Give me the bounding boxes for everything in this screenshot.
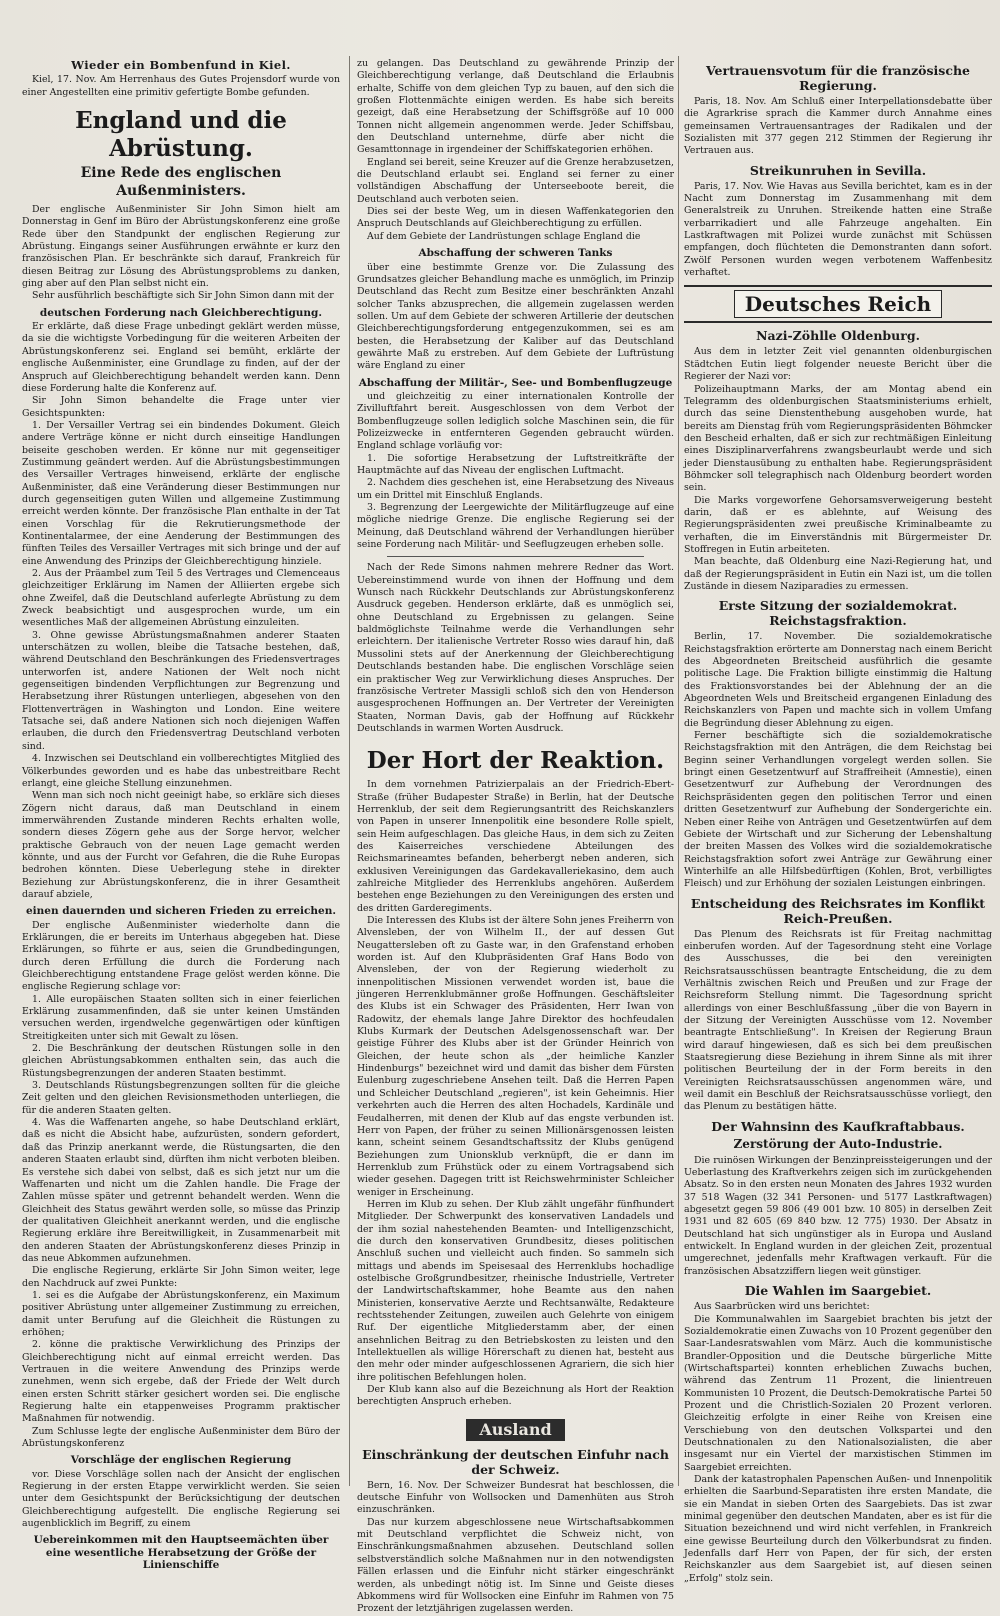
headline-einfuhr-schweiz: Einschränkung der deutschen Einfuhr nach der Schweiz. xyxy=(362,1446,669,1477)
article-text: Der Klub kann also auf die Bezeichnung als Hort der Reaktion berechtigten Anspruch erheben. xyxy=(357,1384,674,1408)
article-text: Aus dem in letzter Zeit viel genannten oldenburgischen Städtchen Eutin liegt folgender neueste Bericht über die Regierer der Nazi vor: xyxy=(684,346,992,383)
article-text: und gleichzeitig zu einer internationalen Kontrolle der Zivilluftfahrt bereit. Ausgeschlossen von dem Verbot der Bombenflugzeuge sollen lediglich solche Maschinen sein, die für Polizeizwecke in entfernteren Gegenden gebraucht würden. England schlage vorläufig vor: xyxy=(357,390,674,452)
article-text: 1. Der Versailler Vertrag sei ein bindendes Dokument. Gleich andere Verträge könne er nicht durch einseitige Handlungen beiseite geschoben werden. Er könne nur mit gegenseitiger Zustimmung geändert werden. Auf die Abrüstungsbestimmungen des Versailler Vertrages hinweisend, erklärte der englische Außenminister, daß eine Veränderung dieser Bestimmungen nur durch gegenseitigen guten Willen und allgemeine Zustimmung erreicht werden könnte. Der französische Plan enthalte in der Tat einen Vorschlag für die Rekrutierungsmethode der Kontinentalarmee, der eine Aenderung der Bestimmungen des fünften Teiles des Versailler Vertrages mit sich bringe und der auf eine Anwendung des Prinzips der Gleichberechtigung hinziele. xyxy=(22,419,340,567)
article-text: Auf dem Gebiete der Landrüstungen schlage England die xyxy=(367,230,641,242)
deutsches-reich-label: Deutsches Reich xyxy=(734,290,942,318)
section-banner-deutsches-reich xyxy=(684,285,992,323)
article-text: Der englische Außenminister Sir John Simon hielt am Donnerstag in Genf im Büro der Abrüstungskonferenz eine große Rede über den Standpunkt der englischen Regierung zur Abrüstung. Eingangs seiner Ausführungen erwähnte er kurz den französischen Plan. Er beschränkte sich darauf, Frankreich für diesen Beitrag zur Lösung des Abrüstungsproblems zu danken, ging aber auf den Plan selbst nicht ein. xyxy=(22,204,340,290)
article-text: Die Marks vorgeworfene Gehorsamsverweigerung besteht darin, daß er es ablehnte, auf Weisung des Regierungspräsidenten zwei preußische Kriminalbeamte zu verhaften, die im Einverständnis mit Bürgermeister Dr. Stoffregen in Eutin arbeiteten. xyxy=(684,494,992,555)
article-text: 3. Deutschlands Rüstungsbegrenzungen sollten für die gleiche Zeit gelten und den gleichen Revisionsmethoden unterliegen, die für die anderen Staaten gelten. xyxy=(22,1080,340,1116)
section-banner-ausland xyxy=(357,1419,674,1441)
article-text: über eine bestimmte Grenze vor. Die Zulassung des Grundsatzes gleicher Behandlung mache es unmöglich, im Prinzip Deutschland das Recht zum Besitze einer beschränkten Anzahl solcher Tanks abzusprechen, die allgemein zugelassen werden sollen. Um auf dem Gebiete der schweren Artillerie der deutschen Gleichberechtigungsforderung entgegenzukommen, sei es am besten, die Herabsetzung der Kaliber auf das Deutschland gewährte Maß zu erstreben. Auf dem Gebiete der Luftrüstung wäre England zu einer xyxy=(357,261,674,372)
subheadline-auto-industrie: Zerstörung der Auto-Industrie. xyxy=(733,1136,943,1151)
article-text: Bern, 16. Nov. Der Schweizer Bundesrat hat beschlossen, die deutsche Einfuhr von Wollsocken und Damenhüten aus Stroh einzuschränken. xyxy=(357,1479,674,1516)
section-heading: einen dauernden und sicheren Frieden zu erreichen. xyxy=(25,905,337,918)
article-text: Das Plenum des Reichsrats ist für Freitag nachmittag einberufen worden. Auf der Tagesordnung steht eine Vorlage des Ausschusses, die bei den vereinigten Reichsratsausschüssen beantragte Entscheidung, die zu dem Verhältnis zwischen Reich und Preußen und zur Frage der Reichsreform Stellung nimmt. Die Tagesordnung spricht allerdings von einer Beschlußfassung „über die von Bayern in der Sitzung der Vereinigten Ausschüsse vom 12. November beantragte Entschließung". In Kreisen der Regierung Braun wird darauf hingewiesen, daß es sich bei dem preußischen Staatsregierung diese Beziehung in ihrem Sinne als mit ihrer politischen Beurteilung der in der Form bereits in den Vereinigten Reichsratsausschüssen angenommen wäre, und weil damit ein Beschluß der Reichsratsausschüsse vorliegt, den das Plenum zu bestätigen hätte. xyxy=(684,928,992,1113)
article-text: zu gelangen. Das Deutschland zu gewährende Prinzip der Gleichberechtigung verlange, daß Deutschland die Erlaubnis erhalte, Schiffe von dem gleichen Typ zu bauen, auf den sich die großen Flottenmächte einigen werden. Es habe sich bereits gezeigt, daß eine Herabsetzung der Schiffsgröße auf 10 000 Tonnen nicht allgemein angenommen werde. Jeder Schiffsbau, den Deutschland unternehme, dürfe aber nicht die Gesamttonnage in irgendeiner der Schiffskategorien erhöhen. xyxy=(357,58,674,156)
headline-hort-der-reaktion: Der Hort der Reaktion. xyxy=(366,747,665,775)
article-text: Das nur kurzem abgeschlossene neue Wirtschaftsabkommen mit Deutschland verpflichtet die Schweiz nicht, von Einschränkungsmaßnahmen abzusehen. Deutschland sollen selbstverständlich solche Maßnahmen nur in den notwendigsten Fällen erlassen und die Einfuhr nicht stärker eingeschränkt werden, als unbedingt nötig ist. Im Sinne und Geiste dieses Abkommens wird für Wollsocken eine Einfuhr im Rahmen von 75 Prozent der letztjährigen zugelassen werden. xyxy=(357,1516,674,1615)
article-text: 1. Die sofortige Herabsetzung der Luftstreitkräfte der Hauptmächte auf das Niveau der englischen Luftmacht. xyxy=(357,452,674,476)
article-text: 4. Was die Waffenarten angehe, so habe Deutschland erklärt, daß es nicht die Absicht habe, aufzurüsten, sondern gefordert, daß das Prinzip anerkannt werde, die Rüstungsarten, die den anderen Staaten erlaubt sind, dürften ihm nicht verboten bleiben. Es verstehe sich dabei von selbst, daß es sich jetzt nur um die Waffenarten und nicht um die Zahlen handle. Die Frage der Zahlen müsse später und getrennt behandelt werden. Wenn die Gleichheit des Status gewährt werden solle, so müsse das Prinzip der qualitativen Gleichheit anerkannt werden, und die englische Regierung erkläre ihre Bereitwilligkeit, in Zusammenarbeit mit den anderen Staaten der Abrüstungskonferenz dieses Prinzip in das neue Abkommen aufzunehmen. xyxy=(22,1117,340,1264)
headline-reichsrat: Entscheidung des Reichsrates im Konflikt Reich-Preußen. xyxy=(690,895,986,926)
article-text: Herren im Klub zu sehen. Der Klub zählt ungefähr fünfhundert Mitglieder. Der Schwerpunkt des konservativen Landadels und der ihm sozial nahestehenden Beamten- und Intelligenzschicht, die durch den konservativen Grundbesitz, dieses politischen Anschluß suchen und vielleicht auch finden. So sammeln sich mittags und abends im Speisesaal des Herrenklubs hochadlige ostelbische Großgrundbesitzer, rheinische Industrielle, Vertreter der Landwirtschaftskammer, hohe Beamte aus den nahen Ministerien, konservative Aerzte und Rechtsanwälte, Redakteure rechtsstehender Zeitungen, zuweilen auch Gelehrte von einigem Ruf. Der eigentliche Mitgliederstamm aber, der einen ansehnlichen Beitrag zu den Betriebskosten zu leisten und den Intellektuellen als willige Hörerschaft zu dienen hat, besteht aus den mehr oder minder aufgeschlossenen Agrariern, die sich hier ihre politischen Befehlungen holen. xyxy=(357,1198,674,1383)
article-text: Dies sei der beste Weg, um in diesen Waffenkategorien den Anspruch Deutschlands auf Gleichberechtigung zu erfüllen. xyxy=(357,206,674,230)
section-heading: Abschaffung der schweren Tanks xyxy=(418,247,613,260)
article-text: 3. Begrenzung der Leergewichte der Militärflugzeuge auf eine mögliche niedrige Grenze. Die englische Regierung sei der Meinung, daß Deutschland während der Verhandlungen hierüber seine Forderung nach Militär- und Seeflugzeugen erheben solle. xyxy=(357,502,674,551)
article-text: Die englische Regierung, erklärte Sir John Simon weiter, lege den Nachdruck auf zwei Punkte: xyxy=(22,1265,340,1289)
article-text: Paris, 18. Nov. Am Schluß einer Interpellationsdebatte über die Agrarkrise sprach die Kammer durch Annahme eines gemeinsamen Vertrauensantrages der Radikalen und der Sozialisten mit 377 gegen 212 Stimmen der Regierung ihr Vertrauen aus. xyxy=(684,96,992,157)
column-middle xyxy=(357,58,675,1615)
article-text: Sir John Simon behandelte die Frage unter vier Gesichtspunkten: xyxy=(22,395,340,419)
headline-bombenfund: Wieder ein Bombenfund in Kiel. xyxy=(71,58,291,72)
article-text: 2. Die Beschränkung der deutschen Rüstungen solle in den gleichen Abrüstungsabkommen enthalten sein, das auch die Rüstungsbegrenzungen der anderen Staaten bestimmt. xyxy=(22,1043,340,1079)
article-text: Kiel, 17. Nov. Am Herrenhaus des Gutes Projensdorf wurde von einer Angestellten eine primitiv gefertigte Bombe gefunden. xyxy=(22,74,340,98)
article-text: Der englische Außenminister wiederholte dann die Erklärungen, die er bereits im Unterhaus abgegeben hat. Diese Erklärungen, so führte er aus, seien die Grundbedingungen, durch deren Erfüllung die durch die Forderung nach Gleichberechtigung entstandene Frage gelöst werden könne. Die englische Regierung schlage vor: xyxy=(22,919,340,993)
article-text: 4. Inzwischen sei Deutschland ein vollberechtigtes Mitglied des Völkerbundes geworden und es habe das unbestreitbare Recht erlangt, eine gleiche Stellung einzunehmen. xyxy=(22,753,340,789)
article-text: 1. sei es die Aufgabe der Abrüstungskonferenz, ein Maximum positiver Abrüstung unter allgemeiner Zustimmung zu erreichen, damit unter Berufung auf die Gleichheit die Rüstungen zu erhöhen; xyxy=(22,1289,340,1338)
headline-reichstagsfraktion: Erste Sitzung der sozialdemokrat. Reichstagsfraktion. xyxy=(718,598,958,629)
headline-sevilla: Streikunruhen in Sevilla. xyxy=(749,162,927,178)
article-text: vor. Diese Vorschläge sollen nach der Ansicht der englischen Regierung in der ersten Etappe verwirklicht werden. Sie seien unter dem Gesichtspunkt der Berücksichtigung der deutschen Gleichberechtigung aufgestellt. Die englische Regierung sei augenblicklich im Begriff, zu einem xyxy=(22,1468,340,1530)
article-text: 1. Alle europäischen Staaten sollten sich in einer feierlichen Erklärung zusammenfinden, daß sie unter keinen Umständen versuchen werden, irgendwelche gegenwärtigen oder künftigen Streitigkeiten unter sich mit Gewalt zu lösen. xyxy=(22,993,340,1042)
article-text: Sehr ausführlich beschäftigte sich Sir John Simon dann mit der xyxy=(32,290,334,302)
article-text: Nach der Rede Simons nahmen mehrere Redner das Wort. Uebereinstimmend wurde von ihnen der Hoffnung und dem Wunsch nach Rückkehr Deutschlands zur Abrüstungskonferenz Ausdruck gegeben. Henderson erklärte, daß es unmöglich sei, ohne Deutschland zu Ergebnissen zu gelangen. Seine baldmöglichste Teilnahme werde die Verhandlungen sehr erleichtern. Der italienische Vertreter Rosso wies darauf hin, daß Mussolini stets auf der Anerkennung der Gleichberechtigung Deutschlands bestanden habe. Die englischen Vorschläge seien ein praktischer Weg zur Verwirklichung dieses Anspruches. Der französische Vertreter Massigli schloß sich den von Henderson ausgesprochenen Hoffnungen an. Der Vertreter der Vereinigten Staaten, Norman Davis, gab der Hoffnung auf Rückkehr Deutschlands in warmen Worten Ausdruck. xyxy=(357,562,674,734)
article-text: Paris, 17. Nov. Wie Havas aus Sevilla berichtet, kam es in der Nacht zum Donnerstag im Zusammenhang mit dem Generalstreik zu Unruhen. Streikende hatten eine Straße verbarrikadiert und alle Fahrzeuge angehalten. Ein Lastkraftwagen mit Polizei wurde zunächst mit Schüssen empfangen, doch flüchteten die Demonstranten dann sofort. Zwölf Personen wurden wegen verbotenem Waffenbesitz verhaftet. xyxy=(684,180,992,279)
headline-kaufkraftabbau: Der Wahnsinn des Kaufkraftabbaus. xyxy=(711,1118,965,1134)
article-text: Berlin, 17. November. Die sozialdemokratische Reichstagsfraktion erörterte am Donnerstag nach einem Bericht des Abgeordneten Breitscheid ausführlich die gesamte politische Lage. Die Fraktion billigte einstimmig die Haltung des Fraktionsvorstandes bei der Ablehnung der an die Abgeordneten Wels und Breitscheid ergangenen Einladung des Reichskanzlers von Papen und machte sich in vollem Umfang die Begründung dieser Ablehnung zu eigen. xyxy=(684,631,992,729)
article-text: Aus Saarbrücken wird uns berichtet: xyxy=(694,1301,870,1313)
article-text: Er erklärte, daß diese Frage unbedingt geklärt werden müsse, da sie die wichtigste Vorbedingung für die weiteren Arbeiten der Abrüstungskonferenz sei. England sei bemüht, erklärte der englische Außenminister, eine Grundlage zu finden, auf der der Anspruch auf Gleichberechtigung behandelt werden kann. Denn diese Forderung halte die Konferenz auf. xyxy=(22,321,340,394)
headline-saargebiet: Die Wahlen im Saargebiet. xyxy=(744,1283,932,1299)
column-rule xyxy=(678,56,679,1486)
article-text: 3. Ohne gewisse Abrüstungsmaßnahmen anderer Staaten unterschätzen zu wollen, bleibe die Tatsache bestehen, daß, während Deutschland den Beschränkungen des Friedensvertrages unterworfen ist, andere Nationen der Welt noch nicht gegenseitigen bindenden Verpflichtungen zur Begrenzung und Herabsetzung ihrer Rüstungen unterliegen, abgesehen von den Flottenverträgen in Washington und London. Eine weitere Tatsache sei, daß andere Nationen sich noch diejenigen Waffen erlauben, die durch den Friedensvertrag Deutschland verboten sind. xyxy=(22,629,340,752)
article-text: 2. Aus der Präambel zum Teil 5 des Vertrages und Clemenceaus gleichzeitiger Erklärung im Namen der Alliierten ergebe sich ohne Zweifel, daß die Deutschland auferlegte Abrüstung zu dem Zweck beabsichtigt und ausgesprochen wurde, um ein wesentliches Maß der allgemeinen Abrüstung einzuleiten. xyxy=(22,568,340,629)
headline-nazi-oldenburg: Nazi-Zöhlle Oldenburg. xyxy=(756,328,920,344)
article-text: Dank der katastrophalen Papenschen Außen- und Innenpolitik erhielten die Saarbund-Separatisten ihre ersten Mandate, die sie ein Mandat in sieben Orten des Saargebiets. Das ist zwar minimal gegenüber den deutschen Mandaten, aber es ist für die Situation bezeichnend und wird nicht verfehlen, in Frankreich eine gewisse Beurteilung durch den Völkerbundsrat zu finden. Jedenfalls darf Herr von Papen, der für sich, der ersten Reichskanzler aus dem Saargebiet ist, auf diesen seinen „Erfolg" stolz sein. xyxy=(684,1473,992,1584)
section-heading: Vorschläge der englischen Regierung xyxy=(70,1454,292,1467)
column-left xyxy=(22,58,340,1572)
article-text: Die Kommunalwahlen im Saargebiet brachten bis jetzt der Sozialdemokratie einen Zuwachs von 10 Prozent gegenüber den Saar-Landesratswahlen vom März. Auch die kommunistische Brandler-Opposition und die Deutsche bürgerliche Mitte (Wirtschaftspartei) konnten erheblichen Zuwachs buchen, während das Zentrum 11 Prozent, die linientreuen Kommunisten 10 Prozent, die Deutsch-Demokratische Partei 50 Prozent und die Christlich-Sozialen 20 Prozent verloren. Gleichzeitig erfolgte in einer Reihe von Kreisen eine Verschiebung von den deutschen Volkspartei und den Deutschnationalen zu den Nationalsozialisten, die aber insgesamt nur ein Viertel der marxistischen Stimmen im Saargebiet erreichten. xyxy=(684,1313,992,1473)
article-text: Ferner beschäftigte sich die sozialdemokratische Reichstagsfraktion mit den Anträgen, die dem Reichstag bei Beginn seiner Verhandlungen vorgelegt werden sollen. Sie bringt einen Gesetzentwurf auf Straffreiheit (Amnestie), einen Gesetzentwurf zur Aufhebung der Verordnungen des Reichspräsidenten gegen den politischen Terror und einen dritten Gesetzentwurf zur Aufhebung der Sondergerichte ein. Neben einer Reihe von Anträgen und Gesetzentwürfen auf dem Gebiete der Wirtschaft und zur Sicherung der Lebenshaltung der breiten Massen des Volkes wird die sozialdemokratische Reichstagsfraktion sofort zwei Anträge zur Gewährung einer Winterhilfe an alle Hilfsbedürftigen (Kohlen, Brot, verbilligtes Fleisch) und zur Erhöhung der sozialen Leistungen einbringen. xyxy=(684,730,992,890)
section-heading: Abschaffung der Militär-, See- und Bombenflugzeuge xyxy=(358,376,673,389)
column-rule xyxy=(349,56,350,1486)
separator-line xyxy=(387,556,644,557)
section-heading: Uebereinkommen mit den Hauptseemächten über eine wesentliche Herabsetzung der Größe der Linienschiffe xyxy=(33,1534,329,1572)
article-text: England sei bereit, seine Kreuzer auf die Grenze herabzusetzen, die Deutschland erlaubt sei. England sei ferner zu einer vollständigen Abschaffung der Unterseeboote bereit, die Deutschland auch verboten seien. xyxy=(357,156,674,205)
article-text: 2. Nachdem dies geschehen ist, eine Herabsetzung des Niveaus um ein Drittel mit Einschluß Englands. xyxy=(357,477,674,501)
headline-vertrauensvotum: Vertrauensvotum für die französische Regierung. xyxy=(705,63,970,93)
subheadline-rede: Eine Rede des englischen Außenministers. xyxy=(80,165,282,200)
section-heading: deutschen Forderung nach Gleichberechtigung. xyxy=(39,306,323,319)
ausland-label: Ausland xyxy=(466,1419,564,1441)
headline-england-abruestung: England und die Abrüstung. xyxy=(75,107,287,163)
article-text: Wenn man sich noch nicht geeinigt habe, so erkläre sich dieses Zögern nicht daraus, daß man Deutschland in einem immerwährenden Zustande minderen Rechts erhalten wolle, sondern dieses Zögern gehe aus der Sorge hervor, welcher praktische Gebrauch von der neuen Lage gemacht werden könnte, und aus der Furcht vor Gefahren, die die Ruhe Europas bedrohen könnten. Diese Ueberlegung stehe in direkter Beziehung zur Abrüstungskonferenz, die in ihrer Gesamtheit darauf abziele, xyxy=(22,790,340,900)
article-text: Die Interessen des Klubs ist der ältere Sohn jenes Freiherrn von Alvensleben, der von Wilhelm II., der auf dessen Gut Neugattersleben oft zu Gaste war, in den Grafenstand erhoben worden ist. Auf den Klubpräsidenten Graf Hans Bodo von Alvensleben, der von der Regierung wiederholt zu innenpolitischen Missionen verwendet worden ist, baue die jüngeren Herrenklubmänner große Hoffnungen. Geschäftsleiter des Klubs ist ein Schwager des Präsidenten, Herr Iwan von Radowitz, der ehemals lange Jahre Direktor des hochfeudalen Klubs Kurmark der Deutschen Adelsgenossenschaft war. Der geistige Führer des Klubs aber ist der Gründer Heinrich von Gleichen, der heute schon als „der heimliche Kanzler Hindenburgs" bezeichnet wird und damit das bisher dem Fürsten Eulenburg zugeschriebene Ansehen teilt. Daß die Herren Papen und Schleicher Deutschland „regieren", ist kein Geheimnis. Hier verkehrten auch die Herren des alten Hochadels, Kardinäle und Feudalherren, mit denen der Klub auf das engste verbunden ist. Herr von Papen, der früher zu seinen Millionärsgenossen leisten kann, scheint seinem Gesandtschaftssitz der Klubs genügend Beziehungen zum Unionsklub verknüpft, die er dann im Herrenklub zum Frühstück oder zu einem Vortragsabend sich wieder gesehen. Dagegen tritt ist Reichswehrminister Schleicher weniger in Erscheinung. xyxy=(357,915,675,1198)
article-text: Man beachte, daß Oldenburg eine Nazi-Regierung hat, und daß der Regierungspräsident in Eutin ein Nazi ist, um die tollen Zustände in diesem Naziparadies zu ermessen. xyxy=(684,556,992,592)
article-text: Zum Schlusse legte der englische Außenminister dem Büro der Abrüstungskonferenz xyxy=(22,1425,340,1450)
article-text: Polizeihauptmann Marks, der am Montag abend ein Telegramm des oldenburgischen Staatsministeriums erhielt, durch das seine Dienstenthebung ausgehoben wurde, hat bereits am Dienstag früh vom Regierungspräsidenten Böhmcker den Bescheid erhalten, daß er sich zur rechtmäßigen Einleitung eines Disziplinarverfahrens zwangsbeurlaubt werde und sich jeder Dienstausübung zu enthalten habe. Regierungspräsident Böhmcker soll telegraphisch nach Oldenburg beordert worden sein. xyxy=(684,383,992,494)
column-right xyxy=(684,58,992,1584)
article-text: 2. könne die praktische Verwirklichung des Prinzips der Gleichberechtigung nicht auf einmal erreicht werden. Das Vertrauen in die weitere Anwendung des Prinzips werde zunehmen, wenn sich ergebe, daß der Friede der Welt durch einen ersten Schritt stärker gesichert worden sei. Die englische Regierung halte ein etappenweises Programm praktischer Maßnahmen für notwendig. xyxy=(22,1339,340,1425)
article-text: In dem vornehmen Patrizierpalais an der Friedrich-Ebert-Straße (früher Budapester Straße) in Berlin, hat der Deutsche Herrenklub, der seit dem Regierungsantritt des Reichskanzlers von Papen in unserer Innenpolitik eine besondere Rolle spielt, sein Heim aufgeschlagen. Das gleiche Haus, in dem sich zu Zeiten des Kaiserreiches verschiedene Abteilungen des Reichsmarineamtes befanden, beherbergt neben anderen, sich exklusiven Vereinigungen das Gardekavalleriekasino, dem auch zahlreiche Mitglieder des Herrenklubs angehören. Außerdem bestehen enge Beziehungen zu den Vereinigungen des ersten und des dritten Garderegiments. xyxy=(357,779,674,914)
article-text: Die ruinösen Wirkungen der Benzinpreissteigerungen und der Ueberlastung des Kraftverkehrs zeigen sich im zurückgehenden Absatz. So in den ersten neun Monaten des Jahres 1932 wurden 37 518 Wagen (32 341 Personen- und 5177 Lastkraftwagen) abgesetzt gegen 59 806 (49 001 bzw. 10 805) in derselben Zeit 1931 und 82 605 (69 840 bzw. 12 775) 1930. Der Absatz in Deutschland hat sich ungünstiger als in Europa und Ausland entwickelt. In England wurden in der gleichen Zeit, prozentual umgerechnet, jedenfalls mehr Kraftwagen verkauft. Für die französischen Absatzziffern liegen weit günstiger. xyxy=(684,1154,992,1277)
